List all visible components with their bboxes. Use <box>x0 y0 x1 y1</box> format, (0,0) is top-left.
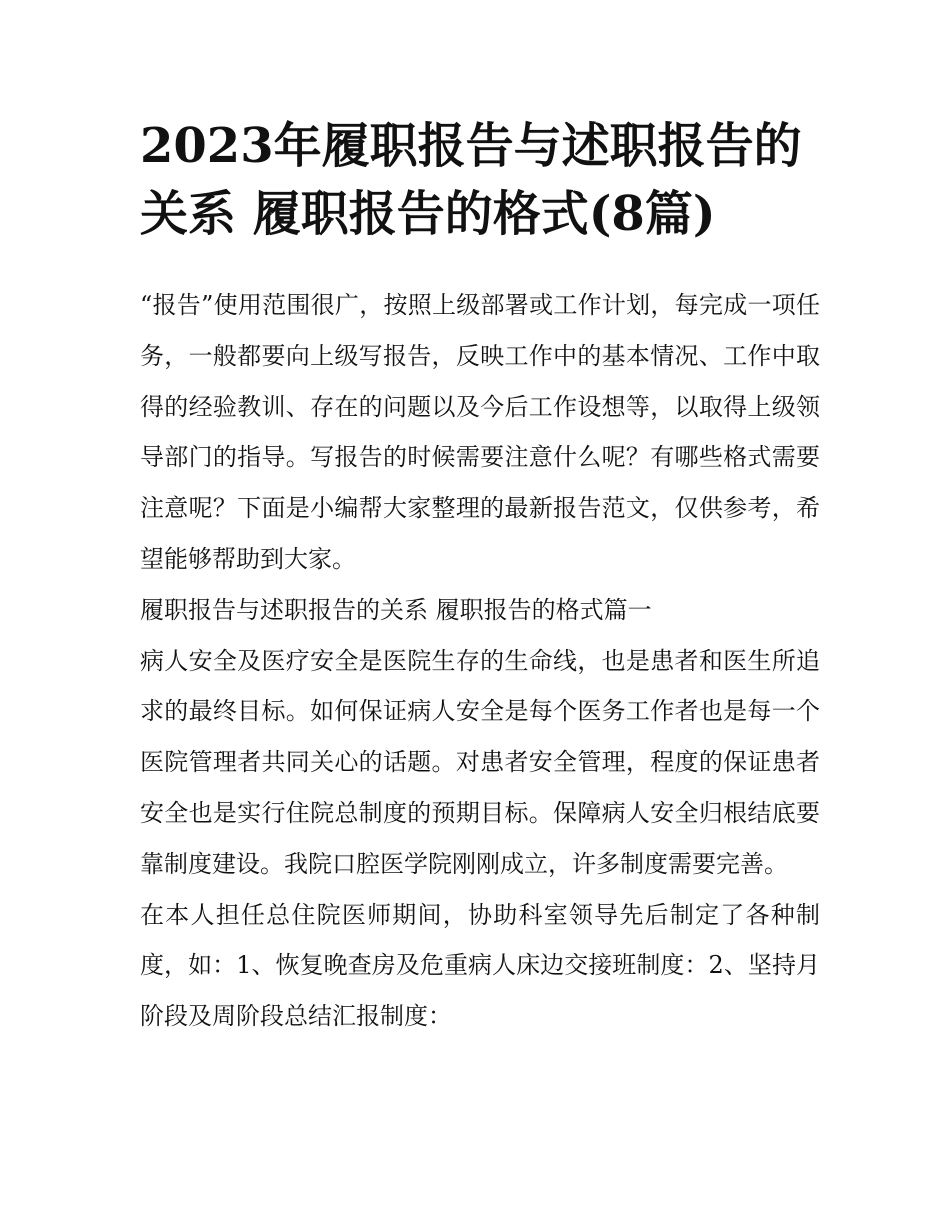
document-title: 2023年履职报告与述职报告的关系 履职报告的格式(8篇) <box>140 118 802 242</box>
body-paragraph: 在本人担任总住院医师期间，协助科室领导先后制定了各种制度，如：1、恢复晚查房及危重病人床边交接班制度：2、坚持月阶段及周阶段总结汇报制度： <box>140 900 820 1031</box>
intro-paragraph: “报告”使用范围很广，按照上级部署或工作计划，每完成一项任务，一般都要向上级写报告，反映工作中的基本情况、工作中取得的经验教训、存在的问题以及今后工作设想等，以取得上级领导部门的指导。写报告的时候需要注意什么呢？有哪些格式需要注意呢？下面是小编帮大家整理的最新报告范文，仅供参考，希望能够帮助到大家。 <box>140 291 820 573</box>
section-heading: 履职报告与述职报告的关系 履职报告的格式篇一 <box>140 595 652 624</box>
body-paragraph: 病人安全及医疗安全是医院生存的生命线，也是患者和医生所追求的最终目标。如何保证病人安全是每个医务工作者也是每一个医院管理者共同关心的话题。对患者安全管理，程度的保证患者安全也是实行住院总制度的预期目标。保障病人安全归根结底要靠制度建设。我院口腔医学院刚刚成立，许多制度需要完善。 <box>140 646 820 878</box>
document-body <box>140 280 820 1042</box>
